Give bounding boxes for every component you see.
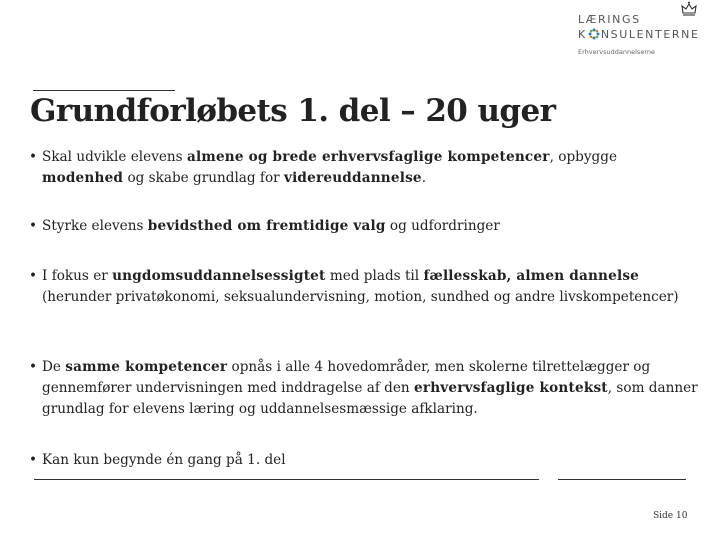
bullet-text	[42, 218, 500, 234]
body-text: opnås i alle 4 hovedområder, men skolerne tilrettelægger og gennemfører undervisningen med inddragelse af den	[42, 359, 651, 396]
body-text: med plads til	[325, 268, 424, 284]
body-text: , som danner grundlag for elevens læring og uddannelsesmæssige afklaring.	[42, 380, 698, 417]
body-text: Styrke elevens	[42, 218, 148, 234]
emphasis-text: almene og brede erhvervsfaglige kompetencer	[186, 149, 550, 165]
emphasis-text: ungdomsuddannelsessigtet	[112, 268, 326, 284]
slide-title: Grundforløbets 1. del – 20 uger	[30, 93, 556, 129]
body-text: og skabe grundlag for	[123, 170, 284, 186]
emphasis-text: videreuddannelse	[283, 170, 422, 186]
page-number: Side 10	[653, 511, 688, 521]
body-text: .	[421, 170, 427, 186]
bullet-item-1	[28, 147, 698, 189]
body-text: Skal udvikle elevens	[42, 149, 187, 165]
logo-letters-rest: NSULENTERNE	[600, 28, 700, 41]
bullet-text	[42, 149, 617, 186]
bullet-item-3	[28, 266, 698, 308]
title-divider	[33, 90, 175, 91]
body-text: I fokus er	[42, 268, 113, 284]
bullet-marker: •	[29, 452, 38, 468]
footer-divider-left	[34, 479, 539, 480]
bullet-marker: •	[29, 218, 38, 234]
body-text: , opbygge	[549, 149, 617, 165]
logo-tagline: Erhvervsuddannelserne	[578, 48, 655, 56]
body-text: og udfordringer	[385, 218, 500, 234]
logo-letter-k: K	[578, 28, 587, 41]
crown-icon	[680, 1, 698, 17]
emphasis-text: samme kompetencer	[65, 359, 228, 375]
bullet-marker: •	[29, 359, 38, 375]
bullet-text	[42, 452, 286, 468]
body-text: Kan kun begynde én gang på 1. del	[42, 452, 286, 468]
bullet-text	[42, 268, 679, 305]
emphasis-text: modenhed	[42, 170, 124, 186]
bullet-item-4	[28, 357, 698, 420]
body-text: (herunder privatøkonomi, seksualundervisning, motion, sundhed og andre livskompetencer)	[42, 289, 679, 305]
footer-divider-right	[558, 479, 686, 480]
emphasis-text: fællesskab, almen dannelse	[423, 268, 640, 284]
bullet-item-5	[28, 450, 698, 471]
bullet-text	[42, 359, 698, 417]
logo-line-2	[578, 28, 700, 41]
bullet-item-2	[28, 216, 698, 237]
emphasis-text: bevidsthed om fremtidige valg	[147, 218, 386, 234]
body-text: De	[42, 359, 66, 375]
logo-flower-icon	[588, 28, 600, 40]
logo-line-1: LÆRINGS	[578, 13, 641, 26]
bullet-marker: •	[29, 268, 38, 284]
emphasis-text: erhvervsfaglige kontekst	[414, 380, 608, 396]
bullet-marker: •	[29, 149, 38, 165]
